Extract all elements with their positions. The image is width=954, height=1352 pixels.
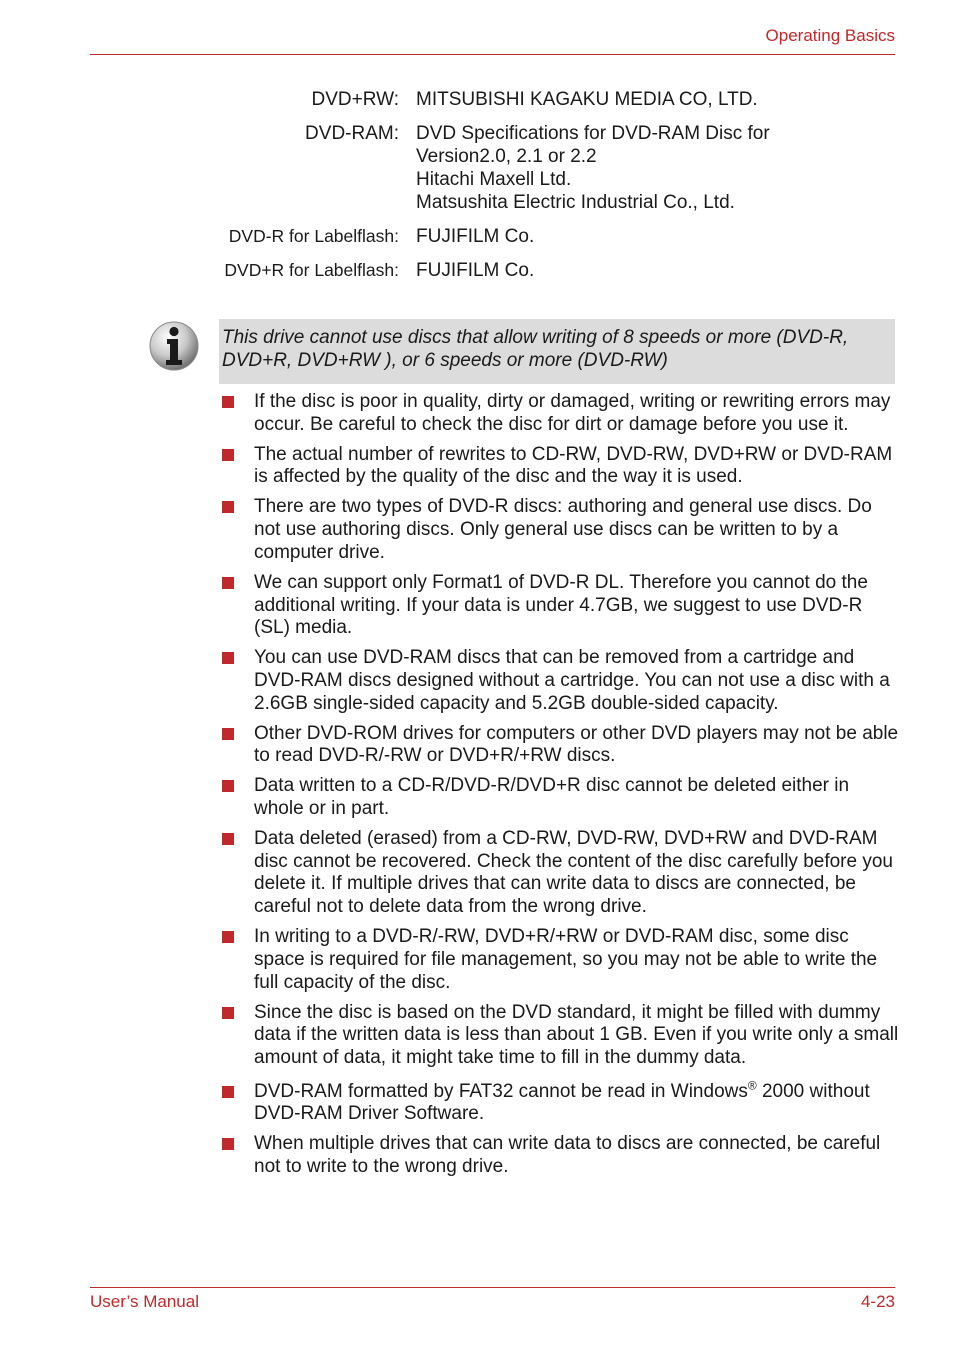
- list-item: [219, 496, 899, 564]
- list-item: [219, 1133, 899, 1178]
- spec-value: FUJIFILM Co.: [416, 226, 535, 247]
- square-bullet-icon: [222, 931, 234, 943]
- square-bullet-icon: [222, 1138, 234, 1150]
- spec-value: MITSUBISHI KAGAKU MEDIA CO, LTD.: [416, 89, 758, 110]
- list-item-text: You can use DVD-RAM discs that can be removed from a cartridge and DVD-RAM discs designed without a cartridge. You can not use a disc with a 2.6GB single-sided capacity and 5.2GB double-sided capacity.: [254, 647, 890, 714]
- registered-mark: ®: [747, 1078, 757, 1093]
- list-item-text: When multiple drives that can write data to discs are connected, be careful not to write to the wrong drive.: [254, 1133, 881, 1178]
- footer-rule: [90, 1287, 895, 1288]
- list-item: [219, 775, 899, 820]
- spec-label: DVD+R for Labelflash:: [224, 260, 399, 280]
- list-item-text: The actual number of rewrites to CD-RW, DVD-RW, DVD+RW or DVD-RAM is affected by the quality of the disc and the way it is used.: [254, 443, 893, 488]
- list-item: [219, 828, 899, 919]
- square-bullet-icon: [222, 449, 234, 461]
- info-icon: [148, 320, 200, 372]
- spec-row: [90, 225, 895, 248]
- list-item-text-start: DVD-RAM formatted by FAT32 cannot be read in Windows: [254, 1080, 748, 1102]
- list-item: [219, 723, 899, 768]
- list-item: [219, 391, 899, 436]
- list-item-text: There are two types of DVD-R discs: authoring and general use discs. Do not use authoring discs. Only general use discs can be written to by a computer drive.: [254, 496, 872, 563]
- list-item: [219, 444, 899, 489]
- list-item-text: Data deleted (erased) from a CD-RW, DVD-RW, DVD+RW and DVD-RAM disc cannot be recovered. Check the content of the disc carefully before you delete it. If multiple drives that can write data to discs are connected, be careful not to delete data from the wrong drive.: [254, 828, 893, 918]
- square-bullet-icon: [222, 396, 234, 408]
- list-item: [219, 647, 899, 715]
- note-callout: This drive cannot use discs that allow writing of 8 speeds or more (DVD-R, DVD+R, DVD+RW ), or 6 speeds or more (DVD-RW): [219, 319, 895, 384]
- spec-value: DVD Specifications for DVD-RAM Disc for Version2.0, 2.1 or 2.2 Hitachi Maxell Ltd. Matsushita Electric Industrial Co., Ltd.: [416, 123, 770, 213]
- spec-label: DVD-R for Labelflash:: [228, 226, 399, 246]
- square-bullet-icon: [222, 652, 234, 664]
- list-item-text-end: 2000 without DVD-RAM Driver Software.: [254, 1080, 870, 1125]
- list-item: [219, 926, 899, 994]
- list-item: [219, 1078, 899, 1126]
- list-item-text: Data written to a CD-R/DVD-R/DVD+R disc cannot be deleted either in whole or in part.: [254, 775, 850, 820]
- manual-title: User’s Manual: [90, 1292, 199, 1311]
- list-item: [219, 572, 899, 640]
- square-bullet-icon: [222, 577, 234, 589]
- spec-label: DVD+RW:: [311, 89, 399, 110]
- list-item-text: We can support only Format1 of DVD-R DL. Therefore you cannot do the additional writing. If your data is under 4.7GB, we suggest to use DVD-R (SL) media.: [254, 571, 868, 639]
- list-item: [219, 1002, 899, 1070]
- square-bullet-icon: [222, 1007, 234, 1019]
- caution-list: [219, 391, 899, 1186]
- list-item-text: Since the disc is based on the DVD standard, it might be filled with dummy data if the written data is less than about 1 GB. Even if you write only a small amount of data, it might take time to fill in the dummy data.: [254, 1001, 899, 1068]
- list-item-text: If the disc is poor in quality, dirty or damaged, writing or rewriting errors may occur. Be careful to check the disc for dirt or damage before you use it.: [254, 391, 891, 435]
- list-item-text: Other DVD-ROM drives for computers or other DVD players may not be able to read DVD-R/-RW or DVD+R/+RW discs.: [254, 722, 899, 767]
- square-bullet-icon: [222, 1086, 234, 1098]
- spec-row: [90, 88, 895, 111]
- page-section-title: Operating Basics: [765, 26, 895, 45]
- media-manufacturer-table: [90, 88, 895, 293]
- square-bullet-icon: [222, 728, 234, 740]
- spec-row: [90, 122, 895, 214]
- spec-label: DVD-RAM:: [305, 123, 399, 144]
- header-rule: [90, 54, 895, 55]
- spec-value: FUJIFILM Co.: [416, 260, 535, 281]
- page-number: 4-23: [860, 1292, 895, 1311]
- spec-row: [90, 259, 895, 282]
- square-bullet-icon: [222, 780, 234, 792]
- square-bullet-icon: [222, 501, 234, 513]
- square-bullet-icon: [222, 833, 234, 845]
- list-item-text: [254, 1078, 899, 1126]
- list-item-text: In writing to a DVD-R/-RW, DVD+R/+RW or DVD-RAM disc, some disc space is required for file management, so you may not be able to write the full capacity of the disc.: [254, 926, 878, 993]
